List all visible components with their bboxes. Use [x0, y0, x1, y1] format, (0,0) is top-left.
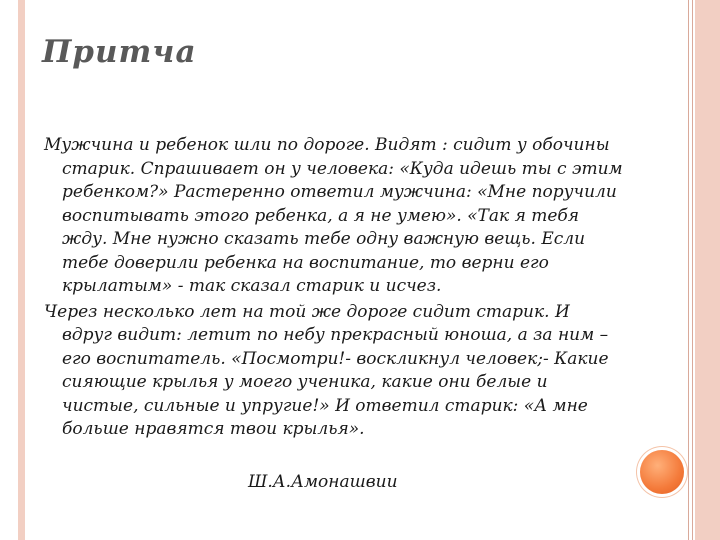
- left-decorative-border: [18, 0, 25, 540]
- paragraph-2: Через несколько лет на той же дороге сидит старик. И вдруг видит: летит по небу прекрасный юноша, а за ним – его воспитатель. «Посмотри!- воскликнул человек;- Какие сияющие крылья у моего ученика, какие они белые и чистые, сильные и упругие!» И ответил старик: «А мне больше нравятся твои крылья».: [44, 301, 609, 439]
- right-decorative-line: [692, 0, 693, 540]
- slide-body: [44, 134, 624, 442]
- decorative-circle: [640, 450, 684, 494]
- slide-title: Притча: [42, 34, 197, 70]
- right-decorative-line: [688, 0, 689, 540]
- author-signature: Ш.А.Амонашвии: [248, 472, 398, 492]
- paragraph-1: Мужчина и ребенок шли по дороге. Видят : сидит у обочины старик. Спрашивает он у человека: «Куда идешь ты с этим ребенком?» Растеренно ответил мужчина: «Мне поручили воспитывать этого ребенка, а я не умею». «Так я тебя жду. Мне нужно сказать тебе одну важную вещь. Если тебе доверили ребенка на воспитание, то верни его крылатым» - так сказал старик и исчез.: [44, 135, 623, 296]
- right-decorative-border: [695, 0, 720, 540]
